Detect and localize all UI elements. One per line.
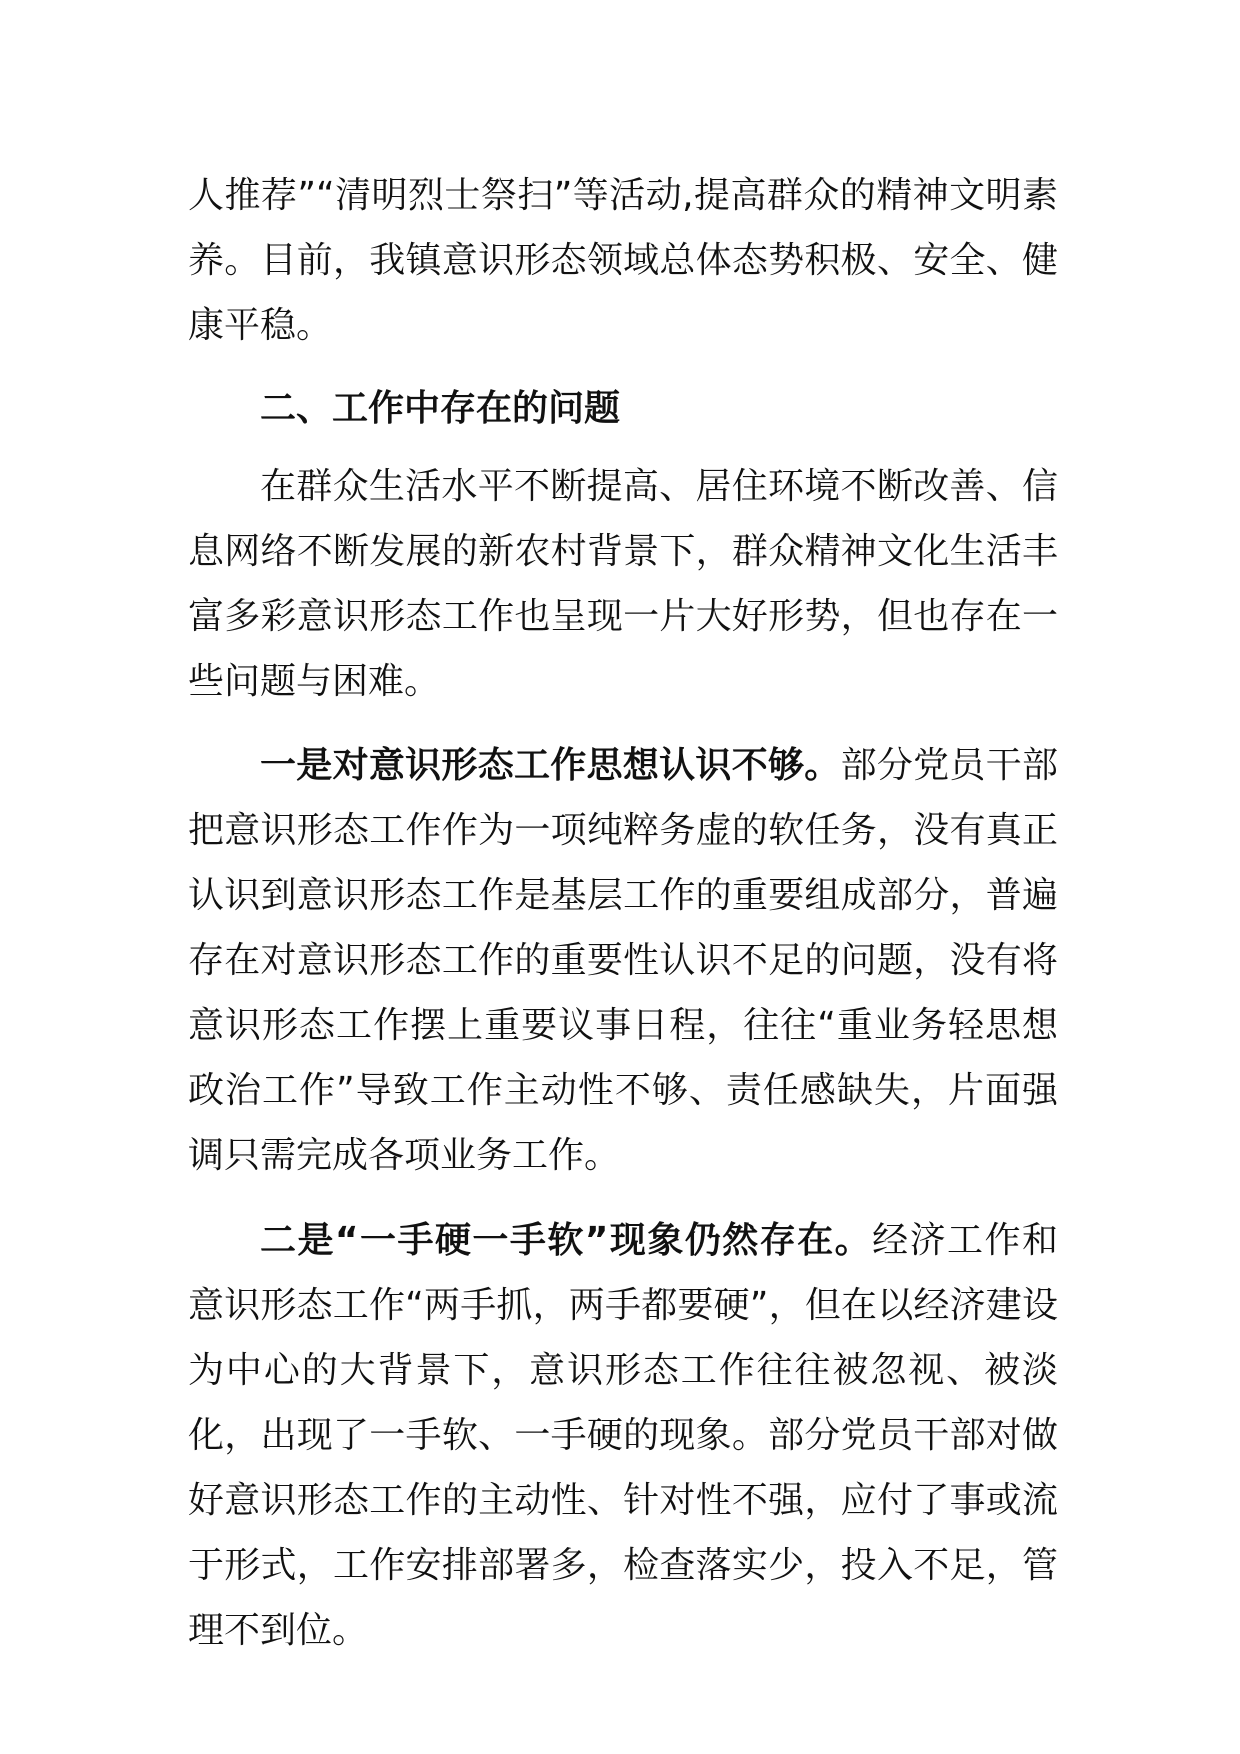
problem-1-paragraph [188,733,1058,1188]
problem-1-block [188,733,1058,1188]
intro-paragraph: 在群众生活水平不断提高、居住环境不断改善、信息网络不断发展的新农村背景下，群众精神文化生活丰富多彩意识形态工作也呈现一片大好形势，但也存在一些问题与困难。 [188,466,1058,702]
continuation-paragraph-block [188,163,1058,358]
problem-2-body: 经济工作和意识形态工作“两手抓，两手都要硬”，但在以经济建设为中心的大背景下，意识形态工作往往被忽视、被淡化，出现了一手软、一手硬的现象。部分党员干部对做好意识形态工作的主动性、针对性不强，应付了事或流于形式，工作安排部署多，检查落实少，投入不足，管理不到位。 [188,1220,1058,1651]
problem-2-block [188,1208,1058,1663]
problem-2-paragraph [188,1208,1058,1663]
continuation-paragraph: 人推荐”“清明烈士祭扫”等活动,提高群众的精神文明素养。目前，我镇意识形态领域总体态势积极、安全、健康平稳。 [188,175,1058,346]
problem-2-lead: 二是“一手硬一手软”现象仍然存在。 [260,1220,873,1261]
problem-1-lead: 一是对意识形态工作思想认识不够。 [260,745,841,786]
intro-paragraph-block [188,454,1058,714]
section-heading-block [188,376,1058,441]
problem-1-body: 部分党员干部把意识形态工作作为一项纯粹务虚的软任务，没有真正认识到意识形态工作是基层工作的重要组成部分，普遍存在对意识形态工作的重要性认识不足的问题，没有将意识形态工作摆上重要议事日程，往往“重业务轻思想政治工作”导致工作主动性不够、责任感缺失，片面强调只需完成各项业务工作。 [188,745,1058,1176]
section-heading: 二、工作中存在的问题 [260,388,621,429]
